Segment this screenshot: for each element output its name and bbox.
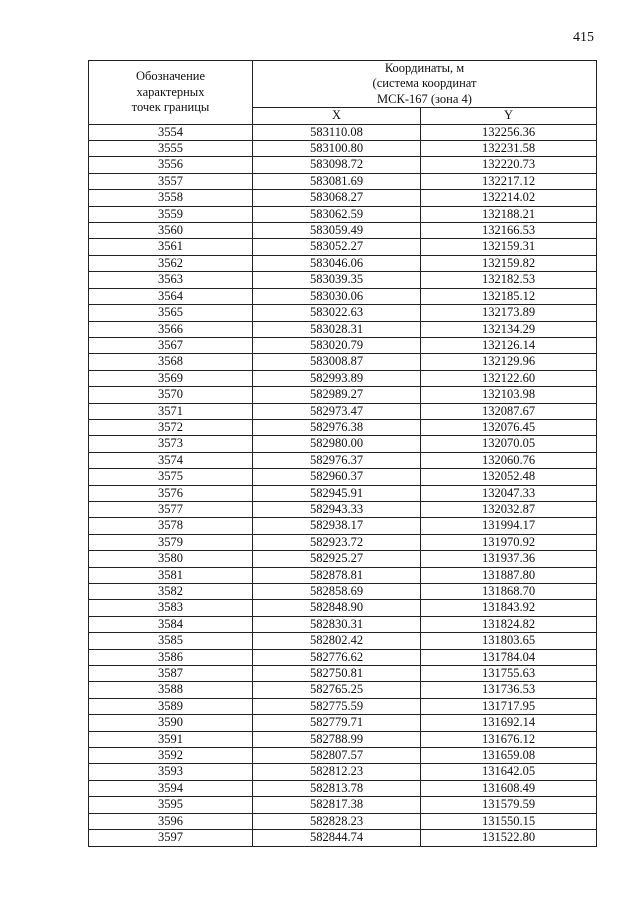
table-row [89, 141, 597, 157]
point-id-cell: 3579 [89, 534, 253, 550]
x-coordinate-cell: 582976.37 [253, 452, 421, 468]
point-id-cell: 3565 [89, 305, 253, 321]
point-id-cell: 3586 [89, 649, 253, 665]
x-coordinate-cell: 582945.91 [253, 485, 421, 501]
table-row [89, 354, 597, 370]
table-row [89, 223, 597, 239]
x-coordinate-cell: 582765.25 [253, 682, 421, 698]
x-coordinate-cell: 583059.49 [253, 223, 421, 239]
y-coordinate-cell: 132103.98 [421, 387, 597, 403]
coords-header-line-2: (система координат [372, 76, 477, 91]
x-coordinate-cell: 582750.81 [253, 666, 421, 682]
point-id-cell: 3578 [89, 518, 253, 534]
point-id-cell: 3583 [89, 600, 253, 616]
y-coordinate-cell: 131755.63 [421, 666, 597, 682]
table-row [89, 173, 597, 189]
y-coordinate-cell: 132182.53 [421, 272, 597, 288]
x-coordinate-cell: 583046.06 [253, 255, 421, 271]
point-id-cell: 3577 [89, 501, 253, 517]
x-coordinate-cell: 583068.27 [253, 190, 421, 206]
point-id-cell: 3570 [89, 387, 253, 403]
y-coordinate-cell: 132188.21 [421, 206, 597, 222]
table-row [89, 469, 597, 485]
coordinates-table [88, 60, 597, 847]
point-id-cell: 3575 [89, 469, 253, 485]
y-coordinate-cell: 132185.12 [421, 288, 597, 304]
y-coordinate-cell: 132047.33 [421, 485, 597, 501]
y-coordinate-cell: 131550.15 [421, 813, 597, 829]
table-row [89, 534, 597, 550]
point-id-cell: 3572 [89, 419, 253, 435]
table-row [89, 567, 597, 583]
point-id-cell: 3564 [89, 288, 253, 304]
y-coordinate-cell: 131642.05 [421, 764, 597, 780]
table-row [89, 337, 597, 353]
y-coordinate-cell: 131784.04 [421, 649, 597, 665]
x-column-header: X [253, 108, 421, 124]
y-coordinate-cell: 131579.59 [421, 797, 597, 813]
table-row [89, 124, 597, 140]
table-header [89, 61, 597, 125]
table-row [89, 190, 597, 206]
x-coordinate-cell: 582779.71 [253, 715, 421, 731]
point-id-cell: 3554 [89, 124, 253, 140]
x-coordinate-cell: 582878.81 [253, 567, 421, 583]
x-coordinate-cell: 582938.17 [253, 518, 421, 534]
table-row [89, 551, 597, 567]
point-id-cell: 3560 [89, 223, 253, 239]
table-row [89, 731, 597, 747]
table-row [89, 436, 597, 452]
point-id-cell: 3590 [89, 715, 253, 731]
x-coordinate-cell: 582776.62 [253, 649, 421, 665]
y-coordinate-cell: 131994.17 [421, 518, 597, 534]
x-coordinate-cell: 582802.42 [253, 633, 421, 649]
point-id-cell: 3584 [89, 616, 253, 632]
y-coordinate-cell: 131692.14 [421, 715, 597, 731]
point-id-cell: 3580 [89, 551, 253, 567]
y-coordinate-cell: 131659.08 [421, 748, 597, 764]
point-header-line-2: характерных [136, 84, 205, 99]
table-row [89, 452, 597, 468]
y-coordinate-cell: 131608.49 [421, 780, 597, 796]
table-row [89, 584, 597, 600]
y-coordinate-cell: 132032.87 [421, 501, 597, 517]
point-designation-header [89, 61, 253, 125]
x-coordinate-cell: 582812.23 [253, 764, 421, 780]
x-coordinate-cell: 582828.23 [253, 813, 421, 829]
y-coordinate-cell: 131824.82 [421, 616, 597, 632]
table-row [89, 288, 597, 304]
x-coordinate-cell: 582980.00 [253, 436, 421, 452]
point-id-cell: 3556 [89, 157, 253, 173]
x-coordinate-cell: 582788.99 [253, 731, 421, 747]
table-row [89, 715, 597, 731]
x-coordinate-cell: 583028.31 [253, 321, 421, 337]
x-coordinate-cell: 582813.78 [253, 780, 421, 796]
table-row [89, 370, 597, 386]
point-id-cell: 3585 [89, 633, 253, 649]
table-row [89, 485, 597, 501]
y-coordinate-cell: 132122.60 [421, 370, 597, 386]
table-row [89, 830, 597, 846]
table-row [89, 748, 597, 764]
y-coordinate-cell: 132159.31 [421, 239, 597, 255]
point-id-cell: 3569 [89, 370, 253, 386]
y-coordinate-cell: 132166.53 [421, 223, 597, 239]
x-coordinate-cell: 582848.90 [253, 600, 421, 616]
point-id-cell: 3587 [89, 666, 253, 682]
y-coordinate-cell: 131843.92 [421, 600, 597, 616]
y-coordinate-cell: 132087.67 [421, 403, 597, 419]
x-coordinate-cell: 583008.87 [253, 354, 421, 370]
coordinates-header [253, 61, 597, 108]
x-coordinate-cell: 583100.80 [253, 141, 421, 157]
y-coordinate-cell: 131937.36 [421, 551, 597, 567]
y-coordinate-cell: 132217.12 [421, 173, 597, 189]
y-coordinate-cell: 131970.92 [421, 534, 597, 550]
table-row [89, 321, 597, 337]
x-coordinate-cell: 582943.33 [253, 501, 421, 517]
x-coordinate-cell: 582976.38 [253, 419, 421, 435]
y-coordinate-cell: 132159.82 [421, 255, 597, 271]
point-id-cell: 3576 [89, 485, 253, 501]
coords-header-line-1: Координаты, м [384, 61, 465, 75]
x-coordinate-cell: 582923.72 [253, 534, 421, 550]
y-coordinate-cell: 132231.58 [421, 141, 597, 157]
table-row [89, 501, 597, 517]
table-row [89, 649, 597, 665]
x-coordinate-cell: 583020.79 [253, 337, 421, 353]
point-id-cell: 3568 [89, 354, 253, 370]
point-id-cell: 3591 [89, 731, 253, 747]
y-coordinate-cell: 132214.02 [421, 190, 597, 206]
point-id-cell: 3574 [89, 452, 253, 468]
y-coordinate-cell: 132134.29 [421, 321, 597, 337]
point-id-cell: 3573 [89, 436, 253, 452]
table-row [89, 682, 597, 698]
table-row [89, 272, 597, 288]
y-coordinate-cell: 132052.48 [421, 469, 597, 485]
y-coordinate-cell: 132076.45 [421, 419, 597, 435]
table-row [89, 419, 597, 435]
y-coordinate-cell: 132129.96 [421, 354, 597, 370]
y-coordinate-cell: 132060.76 [421, 452, 597, 468]
point-id-cell: 3566 [89, 321, 253, 337]
y-column-header: Y [421, 108, 597, 124]
table-row [89, 780, 597, 796]
coords-header-line-3: МСК-167 (зона 4) [377, 91, 472, 106]
point-id-cell: 3559 [89, 206, 253, 222]
x-coordinate-cell: 582844.74 [253, 830, 421, 846]
point-id-cell: 3558 [89, 190, 253, 206]
y-coordinate-cell: 131868.70 [421, 584, 597, 600]
point-header-line-3: точек границы [131, 100, 210, 115]
point-id-cell: 3571 [89, 403, 253, 419]
x-coordinate-cell: 582775.59 [253, 698, 421, 714]
table-row [89, 157, 597, 173]
y-coordinate-cell: 132256.36 [421, 124, 597, 140]
point-id-cell: 3562 [89, 255, 253, 271]
table-row [89, 600, 597, 616]
x-coordinate-cell: 582807.57 [253, 748, 421, 764]
y-coordinate-cell: 131736.53 [421, 682, 597, 698]
y-coordinate-cell: 131717.95 [421, 698, 597, 714]
x-coordinate-cell: 582925.27 [253, 551, 421, 567]
table-row [89, 255, 597, 271]
x-coordinate-cell: 582989.27 [253, 387, 421, 403]
x-coordinate-cell: 583039.35 [253, 272, 421, 288]
x-coordinate-cell: 583098.72 [253, 157, 421, 173]
table-row [89, 403, 597, 419]
point-id-cell: 3561 [89, 239, 253, 255]
point-id-cell: 3563 [89, 272, 253, 288]
x-coordinate-cell: 583052.27 [253, 239, 421, 255]
y-coordinate-cell: 131676.12 [421, 731, 597, 747]
x-coordinate-cell: 582973.47 [253, 403, 421, 419]
point-id-cell: 3596 [89, 813, 253, 829]
table-row [89, 698, 597, 714]
y-coordinate-cell: 132220.73 [421, 157, 597, 173]
point-id-cell: 3581 [89, 567, 253, 583]
table-row [89, 797, 597, 813]
table-row [89, 666, 597, 682]
x-coordinate-cell: 583081.69 [253, 173, 421, 189]
y-coordinate-cell: 132070.05 [421, 436, 597, 452]
point-id-cell: 3555 [89, 141, 253, 157]
x-coordinate-cell: 583110.08 [253, 124, 421, 140]
point-id-cell: 3595 [89, 797, 253, 813]
y-coordinate-cell: 132126.14 [421, 337, 597, 353]
x-coordinate-cell: 582858.69 [253, 584, 421, 600]
point-id-cell: 3567 [89, 337, 253, 353]
x-coordinate-cell: 582817.38 [253, 797, 421, 813]
table-row [89, 239, 597, 255]
x-coordinate-cell: 582993.89 [253, 370, 421, 386]
table-row [89, 518, 597, 534]
point-id-cell: 3588 [89, 682, 253, 698]
y-coordinate-cell: 132173.89 [421, 305, 597, 321]
table-row [89, 764, 597, 780]
x-coordinate-cell: 582960.37 [253, 469, 421, 485]
y-coordinate-cell: 131522.80 [421, 830, 597, 846]
point-id-cell: 3582 [89, 584, 253, 600]
point-id-cell: 3594 [89, 780, 253, 796]
page-number: 415 [573, 30, 594, 45]
point-id-cell: 3592 [89, 748, 253, 764]
table-body [89, 124, 597, 846]
y-coordinate-cell: 131803.65 [421, 633, 597, 649]
table-row [89, 387, 597, 403]
table-row [89, 813, 597, 829]
y-coordinate-cell: 131887.80 [421, 567, 597, 583]
table-row [89, 305, 597, 321]
point-id-cell: 3557 [89, 173, 253, 189]
point-header-line-1: Обозначение [135, 69, 206, 84]
x-coordinate-cell: 582830.31 [253, 616, 421, 632]
table-row [89, 633, 597, 649]
point-id-cell: 3589 [89, 698, 253, 714]
table-row [89, 206, 597, 222]
table-row [89, 616, 597, 632]
point-id-cell: 3597 [89, 830, 253, 846]
x-coordinate-cell: 583062.59 [253, 206, 421, 222]
x-coordinate-cell: 583022.63 [253, 305, 421, 321]
point-id-cell: 3593 [89, 764, 253, 780]
x-coordinate-cell: 583030.06 [253, 288, 421, 304]
